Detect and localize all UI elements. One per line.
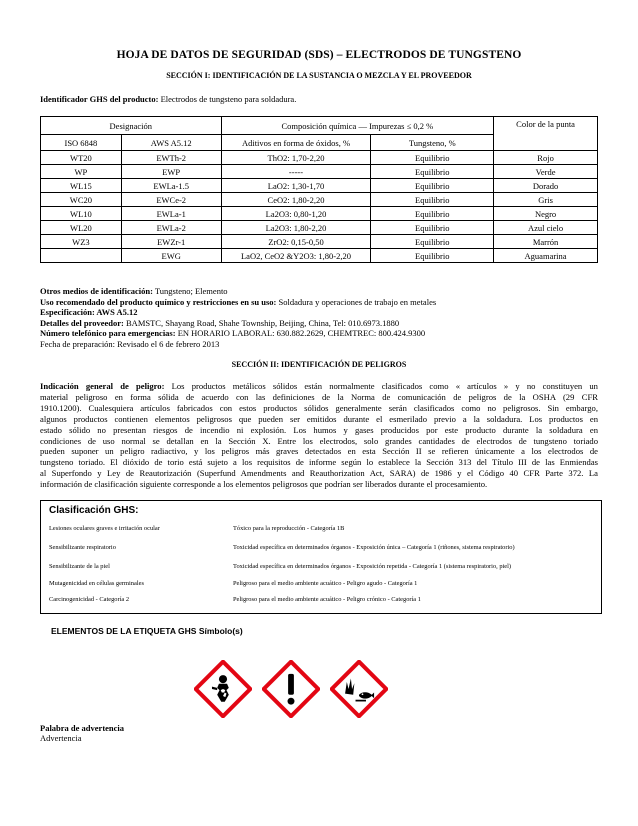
cell-tungsten: Equilibrio <box>371 151 494 165</box>
subheader-additives: Aditivos en forma de óxidos, % <box>221 135 371 151</box>
signal-word-label: Palabra de advertencia <box>40 723 125 733</box>
subheader-aws: AWS A5.12 <box>121 135 221 151</box>
cell-additives: ----- <box>221 165 371 179</box>
ghs-classification-box <box>40 500 602 614</box>
cell-additives: ThO2: 1,70-2,20 <box>221 151 371 165</box>
cell-additives: ZrO2: 0,15-0,50 <box>221 235 371 249</box>
document-title: HOJA DE DATOS DE SEGURIDAD (SDS) – ELECTRODOS DE TUNGSTENO <box>116 49 522 61</box>
table-row <box>41 221 598 235</box>
supplier-value: BAMSTC, Shayang Road, Shahe Township, Beijing, China, Tel: 010.6973.1880 <box>123 317 400 328</box>
product-identifier-label: Identificador GHS del producto: <box>40 94 159 104</box>
hazard-line: al Superfondo y Ley de Reautorización (Superfund Amendments and Reauthorization Act, SARA) de 1986 y el Código 40 CFR Parte 372. La <box>40 468 598 479</box>
ghs-left: Mutagenicidad en células germinales <box>49 580 144 587</box>
ghs-right: Tóxico para la reproducción - Categoría 1B <box>233 525 345 532</box>
cell-color: Dorado <box>494 179 598 193</box>
cell-color: Negro <box>494 207 598 221</box>
cell-aws: EWCe-2 <box>121 193 221 207</box>
cell-tungsten: Equilibrio <box>371 249 494 263</box>
hazard-line: tungsteno toriado. El dióxido de torio está sujeto a los requisitos de informe según lo establece la Sección 313 del Título III de las Enmiendas <box>40 457 598 468</box>
cell-color: Gris <box>494 193 598 207</box>
spec-label: Especificación: AWS A5.12 <box>40 307 138 318</box>
product-identifier <box>40 94 296 104</box>
other-id-value: Tungsteno; Elemento <box>152 286 228 296</box>
ghs-right: Peligroso para el medio ambiente acuático - Peligro crónico - Categoría 1 <box>233 596 421 603</box>
supplier-label: Detalles del proveedor: <box>40 317 124 328</box>
cell-aws: EWLa-1.5 <box>121 179 221 193</box>
cell-iso: WZ3 <box>41 235 122 249</box>
ghs-right: Toxicidad específica en determinados órganos - Exposición única – Categoría 1 (riñones, sistema respiratorio) <box>233 544 515 551</box>
cell-tungsten: Equilibrio <box>371 193 494 207</box>
other-identification <box>40 286 600 297</box>
cell-iso <box>41 249 122 263</box>
cell-tungsten: Equilibrio <box>371 221 494 235</box>
cell-iso: WC20 <box>41 193 122 207</box>
table-row <box>41 207 598 221</box>
cell-aws: EWLa-2 <box>121 221 221 235</box>
table-row <box>41 165 598 179</box>
cell-iso: WL15 <box>41 179 122 193</box>
hazard-line: algunos productos contienen elementos peligrosos que pueden ser emitidos durante el esmerilado previo a la soldadura. Los productos en <box>40 413 598 424</box>
hazard-line: material peligroso en forma sólida de acuerdo con las definiciones de la Norma de comunicación de peligros de la OSHA (29 CFR <box>40 391 598 402</box>
specification <box>40 307 600 318</box>
exclamation-mark-icon <box>262 660 320 718</box>
cell-additives: La2O3: 0,80-1,20 <box>221 207 371 221</box>
cell-color: Aguamarina <box>494 249 598 263</box>
hazard-line: Indicación general de peligro: Los productos metálicos sólidos están normalmente clasificados como « artículos » y no constituyen un <box>40 381 598 391</box>
preparation-date: Fecha de preparación: Revisado el 6 de febrero 2013 <box>40 338 220 349</box>
use-label: Uso recomendado del producto químico y restricciones en su uso: <box>40 296 277 307</box>
cell-additives: LaO2: 1,30-1,70 <box>221 179 371 193</box>
hazard-line: información de clasificación siguiente corresponde a los elementos peligrosos que podrían ser liberados durante el procesamiento. <box>40 479 488 490</box>
section-2-heading: SECCIÓN II: IDENTIFICACIÓN DE PELIGROS <box>231 360 407 369</box>
cell-additives: La2O3: 1,80-2,20 <box>221 221 371 235</box>
ghs-left: Lesiones oculares graves e irritación ocular <box>49 525 160 532</box>
header-tip-color: Color de la punta <box>494 117 598 151</box>
identification-details <box>40 286 600 350</box>
environment-icon <box>330 660 388 718</box>
table-row <box>41 151 598 165</box>
table-row <box>41 235 598 249</box>
cell-tungsten: Equilibrio <box>371 179 494 193</box>
cell-aws: EWTh-2 <box>121 151 221 165</box>
health-hazard-icon <box>194 660 252 718</box>
header-designation: Designación <box>41 117 222 135</box>
ghs-title: Clasificación GHS: <box>49 505 139 516</box>
use-value: Soldadura y operaciones de trabajo en metales <box>276 296 437 307</box>
subheader-iso: ISO 6848 <box>41 135 122 151</box>
section-1-heading: SECCIÓN I: IDENTIFICACIÓN DE LA SUSTANCIA O MEZCLA Y EL PROVEEDOR <box>166 71 472 80</box>
emergency-value: EN HORARIO LABORAL: 630.882.2629, CHEMTREC: 800.424.9300 <box>175 328 426 339</box>
cell-tungsten: Equilibrio <box>371 165 494 179</box>
composition-table <box>40 116 598 263</box>
recommended-use <box>40 297 600 308</box>
header-composition: Composición química — Impurezas ≤ 0,2 % <box>221 117 494 135</box>
cell-additives: LaO2, CeO2 &Y2O3: 1,80-2,20 <box>221 249 371 263</box>
emergency-label: Número telefónico para emergencias: <box>40 328 176 339</box>
hazard-line: condiciones de uso normal se detallan en la Sección X. Entre los electrodos, solo grandes cantidades de electrodos de tungsteno toriado <box>40 435 598 446</box>
hazard-line: estado sólido no presentan riesgos de incendio ni explosión. Los humos y gases producidos por este producto durante la soldadura en <box>40 424 598 435</box>
subheader-tungsten: Tungsteno, % <box>371 135 494 151</box>
cell-iso: WL20 <box>41 221 122 235</box>
cell-color: Marrón <box>494 235 598 249</box>
cell-color: Azul cielo <box>494 221 598 235</box>
cell-iso: WL10 <box>41 207 122 221</box>
other-id-label: Otros medios de identificación: <box>40 286 153 296</box>
cell-color: Verde <box>494 165 598 179</box>
label-elements-heading: ELEMENTOS DE LA ETIQUETA GHS Símbolo(s) <box>51 626 243 636</box>
cell-tungsten: Equilibrio <box>371 235 494 249</box>
hazard-label: Indicación general de peligro: <box>40 381 165 391</box>
hazard-line: 1910.1200). Cualesquiera artículos fabricados con estos productos sólidos generalmente serán clasificados como no peligrosos. Sin embargo, <box>40 402 598 413</box>
product-identifier-value: Electrodos de tungsteno para soldadura. <box>158 94 297 104</box>
cell-aws: EWP <box>121 165 221 179</box>
hazard-paragraph <box>40 381 598 490</box>
hazard-line: pueden suponer un peligro radiactivo, y los peligros más graves detectados en esta Sección II se refieren únicamente a los electrodos de <box>40 446 598 457</box>
cell-color: Rojo <box>494 151 598 165</box>
cell-aws: EWZr-1 <box>121 235 221 249</box>
ghs-left: Sensibilizante respiratorio <box>49 544 116 551</box>
cell-aws: EWG <box>121 249 221 263</box>
emergency-phone <box>40 328 600 339</box>
table-row <box>41 249 598 263</box>
cell-iso: WT20 <box>41 151 122 165</box>
ghs-left: Sensibilizante de la piel <box>49 563 110 570</box>
cell-aws: EWLa-1 <box>121 207 221 221</box>
cell-iso: WP <box>41 165 122 179</box>
ghs-left: Carcinogenicidad - Categoría 2 <box>49 596 130 603</box>
table-row <box>41 179 598 193</box>
signal-word-value: Advertencia <box>40 733 82 743</box>
cell-additives: CeO2: 1,80-2,20 <box>221 193 371 207</box>
ghs-right: Peligroso para el medio ambiente acuático - Peligro agudo - Categoría 1 <box>233 580 418 587</box>
table-header-row <box>41 117 598 135</box>
supplier-details <box>40 318 600 329</box>
ghs-right: Toxicidad específica en determinados órganos - Exposición repetida - Categoría 1 (sistema respiratorio, piel) <box>233 563 512 570</box>
cell-tungsten: Equilibrio <box>371 207 494 221</box>
table-row <box>41 193 598 207</box>
